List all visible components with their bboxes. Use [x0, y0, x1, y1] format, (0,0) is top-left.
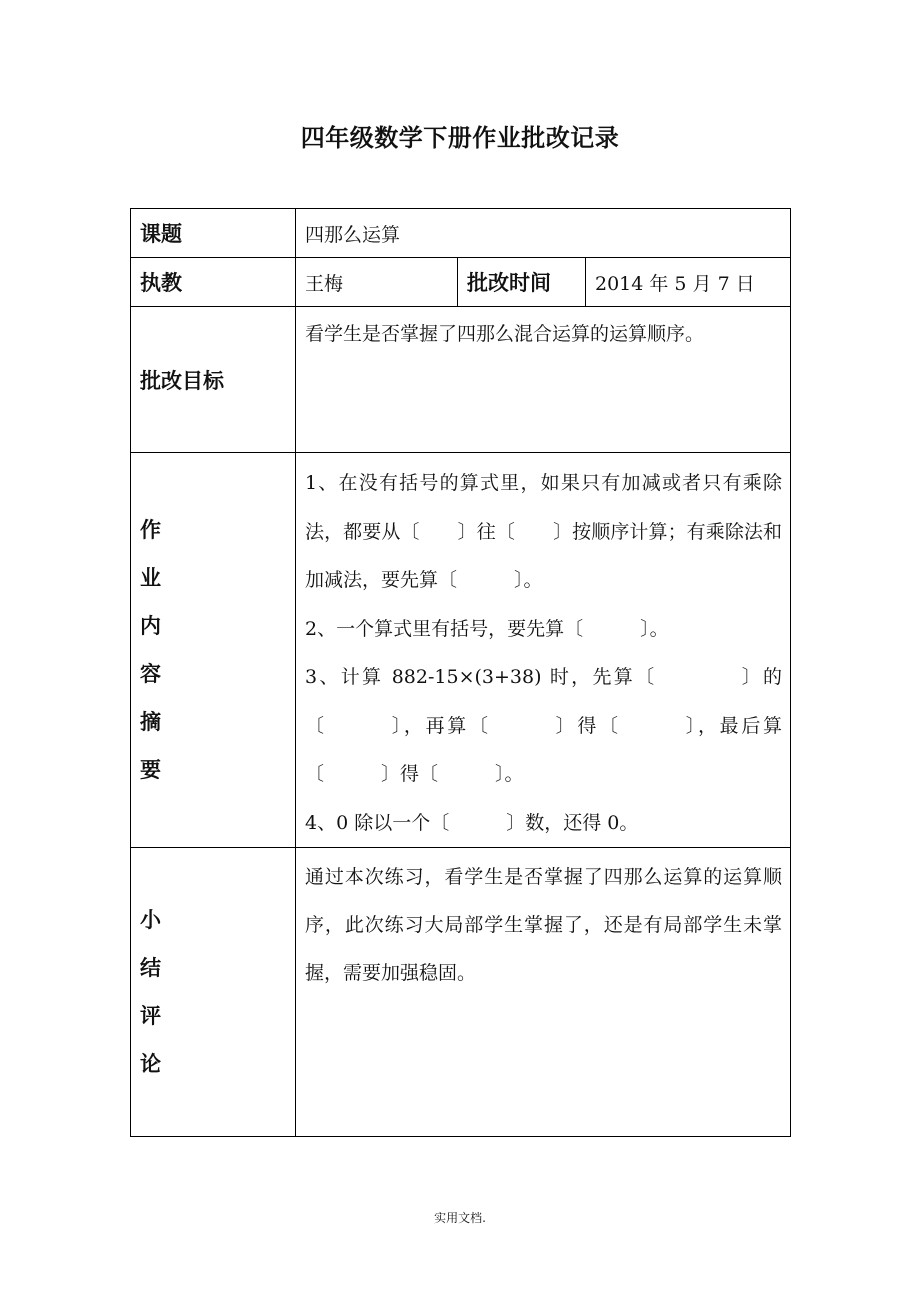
topic-row: [131, 209, 791, 258]
content-label-char: 内: [140, 614, 161, 638]
teacher-label: 执教: [131, 258, 296, 307]
time-value: 2014 年 5 月 7 日: [586, 258, 791, 307]
content-label: [131, 453, 296, 848]
question-item: 4、0 除以一个〔 〕数，还得 0。: [305, 811, 639, 834]
goal-value: 看学生是否掌握了四那么混合运算的运算顺序。: [296, 307, 791, 453]
page-title: 四年级数学下册作业批改记录: [300, 124, 620, 152]
summary-label-char: 小: [140, 908, 161, 932]
content-summary: [296, 453, 791, 848]
question-item: 2、一个算式里有括号，要先算〔 〕。: [305, 617, 669, 640]
question-item: 3、计算 882-15×(3+38) 时，先算〔 〕的〔 〕，再算〔 〕得〔 〕，最后算〔 〕得〔 〕。: [305, 666, 783, 785]
goal-row: [131, 307, 791, 453]
content-label-char: 摘: [140, 710, 161, 734]
summary-label-char: 论: [140, 1052, 161, 1076]
content-label-char: 作: [140, 518, 161, 542]
content-row: [131, 453, 791, 848]
topic-label: 课题: [131, 209, 296, 258]
teacher-row: [131, 258, 791, 307]
page-footer: 实用文档.: [434, 1211, 486, 1225]
question-item: 1、在没有括号的算式里，如果只有加减或者只有乘除法，都要从〔 〕往〔 〕按顺序计算；有乘除法和加减法，要先算〔 〕。: [305, 472, 783, 591]
summary-label-char: 评: [140, 1004, 161, 1028]
content-label-char: 要: [140, 758, 161, 782]
goal-label: 批改目标: [131, 307, 296, 453]
summary-row: [131, 848, 791, 1137]
teacher-value: 王梅: [296, 258, 458, 307]
homework-record-table: [130, 208, 791, 1137]
content-label-char: 容: [140, 662, 161, 686]
time-label: 批改时间: [458, 258, 586, 307]
topic-value: 四那么运算: [296, 209, 791, 258]
content-label-char: 业: [140, 566, 161, 590]
summary-label-char: 结: [140, 956, 161, 980]
summary-value: 通过本次练习，看学生是否掌握了四那么运算的运算顺序，此次练习大局部学生掌握了，还是有局部学生未掌握，需要加强稳固。: [296, 848, 791, 1137]
summary-label: [131, 848, 296, 1137]
